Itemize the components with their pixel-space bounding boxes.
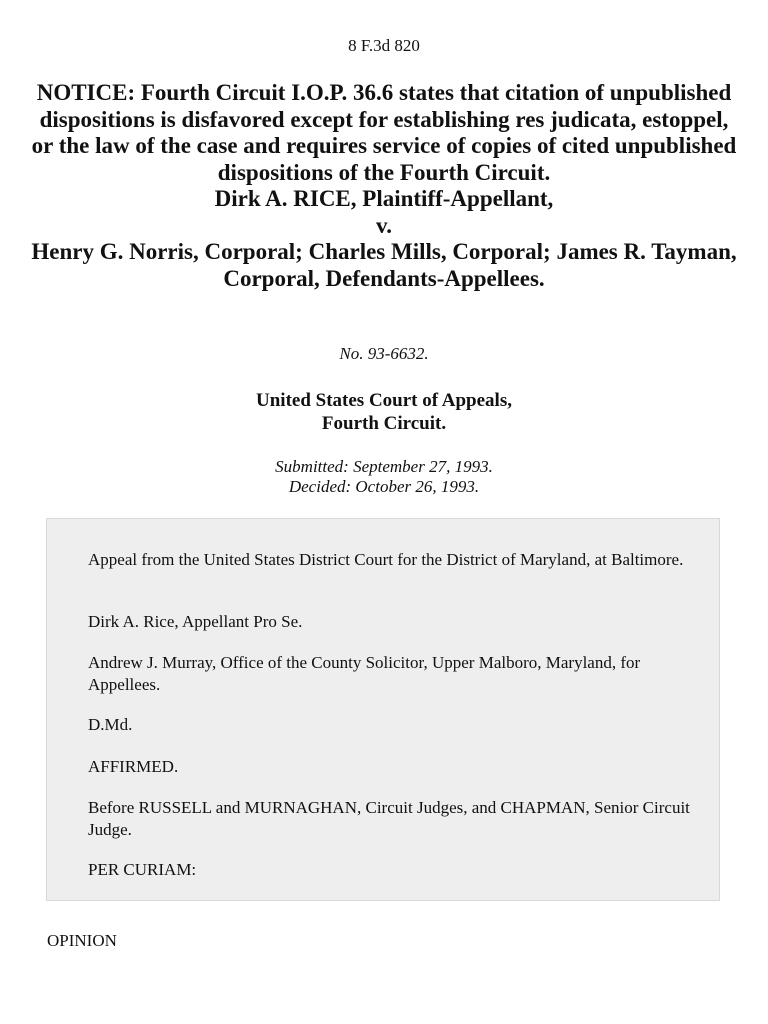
per-curiam-label: PER CURIAM: (88, 860, 197, 879)
plaintiff-line: Dirk A. RICE, Plaintiff-Appellant, (214, 186, 554, 211)
judicial-panel: Before RUSSELL and MURNAGHAN, Circuit Judges, and CHAPMAN, Senior Circuit Judge. (88, 798, 690, 839)
opinion-heading: OPINION (47, 931, 117, 950)
decided-date: Decided: October 26, 1993. (288, 477, 480, 496)
notice-text: NOTICE: Fourth Circuit I.O.P. 36.6 states that citation of unpublished dispositions is disfavored except for establishing res judicata, estoppel, or the law of the case and requires service of copies of cited unpublished dispositions of the Fourth Circuit. (31, 80, 737, 185)
case-citation: 8 F.3d 820 (348, 36, 420, 55)
appellee-counsel: Andrew J. Murray, Office of the County Solicitor, Upper Malboro, Maryland, for Appellees. (88, 653, 641, 694)
docket-number: No. 93-6632. (339, 344, 429, 363)
court-name (0, 389, 768, 435)
lower-court: D.Md. (88, 715, 133, 734)
court-name-line-1: United States Court of Appeals, (256, 390, 512, 411)
case-dates (0, 457, 768, 497)
appeal-origin: Appeal from the United States District Court for the District of Maryland, at Baltimore. (88, 550, 684, 569)
submitted-date: Submitted: September 27, 1993. (275, 457, 493, 476)
court-name-line-2: Fourth Circuit. (321, 413, 447, 434)
versus-line: v. (376, 212, 392, 238)
case-title (30, 80, 738, 292)
appellant-counsel: Dirk A. Rice, Appellant Pro Se. (88, 612, 303, 631)
case-summary-box (46, 518, 720, 901)
disposition: AFFIRMED. (88, 757, 179, 776)
defendants-line: Henry G. Norris, Corporal; Charles Mills, Corporal; James R. Tayman, Corporal, Defendants-Appellees. (31, 239, 737, 291)
